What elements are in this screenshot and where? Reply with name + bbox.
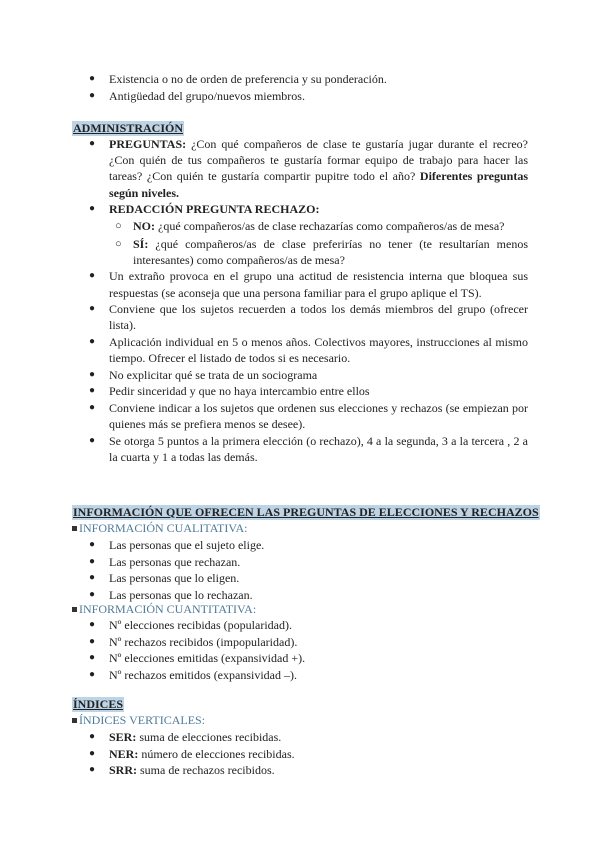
section-heading-administracion: ADMINISTRACIÓN: [73, 121, 184, 135]
list-item: ● NER: número de elecciones recibidas.: [89, 746, 295, 761]
bullet-icon: ●: [89, 731, 96, 742]
intro-list: [72, 71, 528, 104]
list-item: ● Conviene indicar a los sujetos que ordenen sus elecciones y rechazos (se empiezan por quienes más se prefiera menos se desee).: [89, 400, 528, 432]
section-heading-indices: ÍNDICES: [73, 697, 124, 711]
section-heading-informacion: INFORMACIÓN QUE OFRECEN LAS PREGUNTAS DE ELECCIONES Y RECHAZOS: [73, 505, 539, 519]
bullet-icon: ●: [89, 303, 96, 315]
subheading-verticales: ÍNDICES VERTICALES:: [72, 713, 205, 728]
circle-bullet-icon: ○: [115, 220, 122, 233]
list-item: ● Conviene que los sujetos recuerden a todos los demás miembros del grupo (ofrecer lista).: [89, 302, 528, 333]
list-item: ● Aplicación individual en 5 o menos años. Colectivos mayores, instrucciones al mismo tiempo. Ofrecer el listado de todos si es necesario.: [89, 335, 528, 366]
list-item: ● Se otorga 5 puntos a la primera elección (o rechazo), 4 a la segunda, 3 a la tercera , 2 a la cuarta y 1 a todas las demás.: [89, 433, 528, 464]
bullet-icon: ●: [89, 619, 96, 630]
bullet-icon: ●: [89, 668, 96, 680]
square-bullet-icon: [72, 718, 77, 723]
list-item: ● Nº rechazos emitidos (expansividad –).: [89, 667, 297, 682]
list-item: ● Las personas que el sujeto elige.: [89, 538, 265, 552]
list-item: ● Las personas que lo eligen.: [89, 571, 240, 586]
bullet-icon: ●: [89, 555, 96, 567]
circle-bullet-icon: ○: [115, 237, 122, 250]
indices-list: [72, 729, 528, 778]
sublist-item-si: ○ SÍ: ¿qué compañeros/as de clase preferirías no tener (te resultarían menos interesantes) como compañeros/as de mesa?: [115, 236, 528, 267]
bullet-icon: ●: [89, 73, 96, 84]
bullet-icon: ●: [89, 434, 96, 446]
bullet-icon: ●: [89, 747, 96, 759]
list-item: ● Un extraño provoca en el grupo una actitud de resistencia interna que bloquea sus respuestas (se aconseja que una persona familiar para el grupo aplique el TS).: [89, 269, 528, 300]
square-bullet-icon: [72, 526, 77, 531]
bullet-icon: ●: [89, 138, 96, 149]
bullet-icon: ●: [89, 368, 96, 380]
list-item: ● Existencia o no de orden de preferencia y su ponderación.: [89, 72, 387, 86]
bullet-icon: ●: [89, 203, 96, 215]
list-item: ● SRR: suma de rechazos recibidos.: [89, 763, 275, 778]
list-item: ● No explicitar qué se trata de un sociograma: [89, 367, 318, 382]
list-item: ● Nº elecciones recibidas (popularidad).: [89, 618, 292, 632]
bullet-icon: ●: [89, 270, 96, 282]
bullet-icon: ●: [89, 336, 96, 347]
subheading-cualitativa: INFORMACIÓN CUALITATIVA:: [72, 521, 248, 536]
list-item: ● Nº elecciones emitidas (expansividad +).: [89, 651, 306, 666]
bullet-icon: ●: [89, 89, 96, 101]
bullet-icon: ●: [89, 401, 96, 413]
cuantitativa-list: [72, 617, 528, 683]
list-item-redaccion: ● REDACCIÓN PREGUNTA RECHAZO: ○ NO: ¿qué compañeros/as de clase rechazarías como compañeros/as de mesa? ○ SÍ: ¿qué compañeros/as de clase preferirías no tener (te resultarían menos interesantes) como compañeros/as de mesa?: [89, 202, 528, 267]
bullet-icon: ●: [89, 572, 96, 584]
admin-list: [72, 136, 528, 465]
redaccion-sublist: [109, 218, 528, 268]
list-item: ● SER: suma de elecciones recibidas.: [89, 730, 282, 744]
subheading-cuantitativa: INFORMACIÓN CUANTITATIVA:: [72, 602, 256, 617]
bullet-icon: ●: [89, 539, 96, 550]
list-item: ● Las personas que lo rechazan.: [89, 587, 253, 602]
bullet-icon: ●: [89, 385, 96, 397]
bullet-icon: ●: [89, 652, 96, 664]
cualitativa-list: [72, 537, 528, 603]
bullet-icon: ●: [89, 588, 96, 600]
list-item: ● Antigüedad del grupo/nuevos miembros.: [89, 88, 305, 103]
square-bullet-icon: [72, 607, 77, 612]
list-item: ● Nº rechazos recibidos (impopularidad).: [89, 634, 298, 649]
bullet-icon: ●: [89, 635, 96, 647]
list-item: ● Las personas que rechazan.: [89, 554, 241, 569]
bullet-icon: ●: [89, 764, 96, 776]
list-item: ● Pedir sinceridad y que no haya intercambio entre ellos: [89, 384, 370, 399]
sublist-item-no: ○ NO: ¿qué compañeros/as de clase rechazarías como compañeros/as de mesa?: [115, 219, 505, 234]
list-item-preguntas: ● PREGUNTAS: ¿Con qué compañeros de clase te gustaría jugar durante el recreo? ¿Con quién de tus compañeros te gustaría formar equipo de trabajo para hacer las tareas? ¿Con quién te gustaría compartir pupitre todo el año? Diferentes preguntas según niveles.: [89, 137, 529, 200]
